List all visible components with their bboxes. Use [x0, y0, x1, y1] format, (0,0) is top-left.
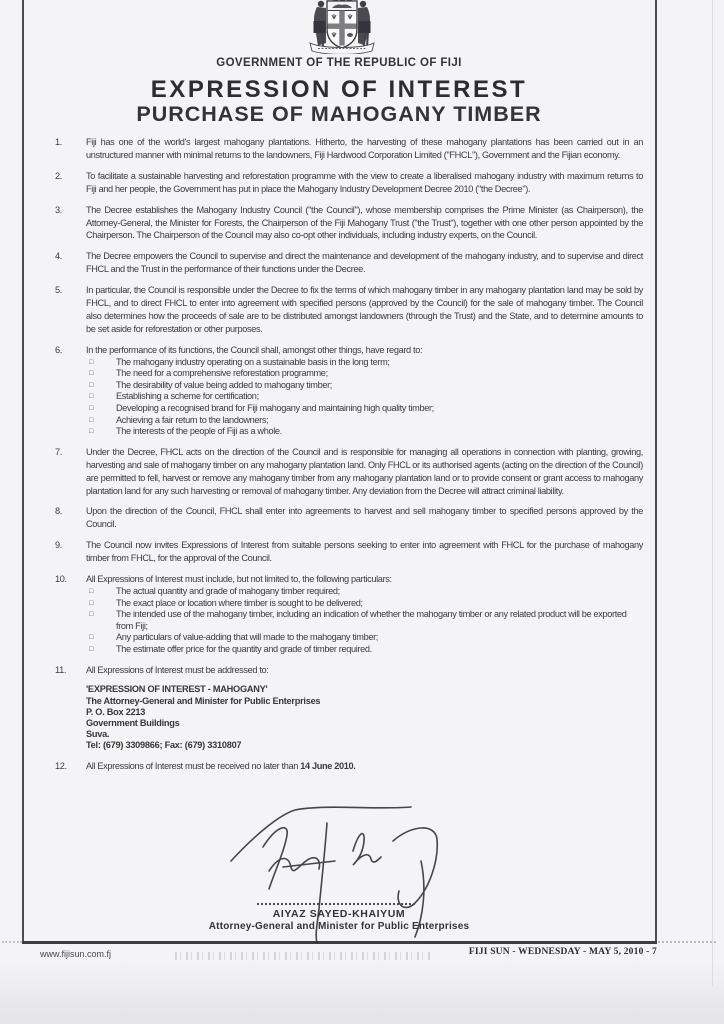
paragraph-text: All Expressions of Interest must be addressed to: [86, 664, 269, 675]
paragraph-text: The Decree establishes the Mahogany Industry Council ("the Council"), whose membership comprises the Prime Minister (as Chairperson), the Attorney-General, the Minister for Forests, the Chairperson of the Fiji Mahogany Trust ("the Trust"), together with one other person appointed by the Chairperson. The Chairperson of the Council may also co-opt other individuals, including industry experts, on the Council. [86, 204, 643, 241]
notice-title: EXPRESSION OF INTEREST [150, 76, 528, 103]
square-bullet-icon: □ [89, 405, 93, 413]
paragraph-number: 5. [55, 285, 62, 296]
bullet-item: □ The interests of the people of Fiji as a whole. [86, 426, 643, 438]
paragraph-text: Fiji has one of the world's largest mahogany plantations. Hitherto, the harvesting of these mahogany plantations has been carried out in an unstructured manner with minimal returns to the landowners, Fiji Hardwood Corporation Limited ("FHCL"), Government and the Fijian economy. [86, 137, 643, 160]
paragraph-text: The Council now invites Expressions of Interest from suitable persons seeking to enter into agreement with FHCL for the purchase of mahogany timber from FHCL, for the approval of the Council. [86, 540, 643, 564]
paragraph-text: Under the Decree, FHCL acts on the direction of the Council and is responsible for managing all operations in connection with planting, growing, harvesting and sale of mahogany timber on any mahogany plantation land. Only FHCL or its authorised agents (acting on the direction of the Council) are permitted to fell, harvest or remove any mahogany timber from any mahogany plantation land or to provide consent or grant access to mahogany plantation land for any such harvesting or removal of mahogany timber. Any deviation from the Decree will attract criminal liability. [86, 446, 643, 496]
footer-smudge-print [175, 952, 430, 960]
bullet-item: □ The exact place or location where timber is sought to be delivered; [86, 598, 643, 610]
paragraph-4 [55, 250, 643, 276]
square-bullet-icon: □ [89, 381, 93, 389]
paragraph-3 [55, 204, 643, 243]
fiji-coat-of-arms-icon [281, 0, 403, 59]
bullet-item: □ The intended use of the mahogany timber, including an indication of whether the mahogany timber or any related product will be exported from Fiji; [86, 609, 643, 632]
page-border-left [22, 0, 24, 942]
paragraph-text: The Decree empowers the Council to supervise and direct the maintenance and development of the mahogany industry, and to supervise and direct FHCL and the Trust in the performance of their functions under the Decree. [86, 251, 643, 275]
notice-body [55, 136, 643, 781]
bullet-item: □ Establishing a scheme for certification; [86, 391, 643, 403]
paragraph-text: To facilitate a sustainable harvesting and reforestation programme with the view to create a liberalised mahogany industry with maximum returns to Fiji and her people, the Government has put in place the Mahogany Industry Development Decree 2010 ("the Decree"). [86, 170, 643, 194]
footer-url: www.fijisun.com.fj [40, 949, 112, 959]
bullet-item: □ Developing a recognised brand for Fiji mahogany and maintaining high quality timber; [86, 403, 643, 415]
deadline-date: 14 June 2010. [300, 760, 356, 771]
paragraph-number: 10. [55, 574, 67, 585]
square-bullet-icon: □ [89, 428, 93, 436]
paragraph-8 [55, 505, 643, 531]
address-line: Tel: (679) 3309866; Fax: (679) 3310807 [86, 740, 242, 751]
footer-rule-dotted-right [658, 941, 716, 943]
paragraph-number: 2. [55, 170, 62, 181]
paragraph-intro: All Expressions of Interest must include, but not limited to, the following particulars: [86, 574, 392, 585]
signatory-title: Attorney-General and Minister for Public Enterprises [208, 921, 470, 932]
paragraph-intro: In the performance of its functions, the Council shall, amongst other things, have regard to: [86, 344, 423, 355]
bullet-item: □ Any particulars of value-adding that will made to the mahogany timber; [86, 632, 643, 644]
paragraph-number: 7. [55, 446, 62, 457]
square-bullet-icon: □ [89, 634, 93, 642]
paragraph-number: 6. [55, 344, 62, 355]
address-line: Suva. [86, 729, 110, 740]
bullet-item: □ Achieving a fair return to the landowners; [86, 415, 643, 427]
bullet-item: □ The mahogany industry operating on a sustainable basis in the long term; [86, 357, 643, 369]
square-bullet-icon: □ [89, 370, 93, 378]
page-border-right [655, 0, 657, 942]
signature-rule [257, 903, 415, 905]
paragraph-9 [55, 539, 643, 565]
paragraph-number: 4. [55, 251, 62, 262]
paragraph-10 [55, 573, 643, 655]
notice-subtitle: PURCHASE OF MAHOGANY TIMBER [136, 102, 542, 126]
scan-edge-line [712, 0, 713, 986]
bullet-item: □ The actual quantity and grade of mahogany timber required; [86, 586, 643, 598]
square-bullet-icon: □ [89, 393, 93, 401]
government-line: GOVERNMENT OF THE REPUBLIC OF FIJI [216, 57, 462, 69]
bullet-item: □ The desirability of value being added to mahogany timber; [86, 380, 643, 392]
paragraph-number: 12. [55, 760, 67, 771]
paragraph-text: All Expressions of Interest must be received no later than [86, 760, 301, 771]
paragraph-number: 3. [55, 204, 62, 215]
paragraph-number: 8. [55, 506, 62, 517]
footer-rule-dotted-left [2, 941, 22, 943]
square-bullet-icon: □ [89, 645, 93, 653]
paragraph-6 [55, 344, 643, 438]
footer-masthead: FIJI SUN - WEDNESDAY - MAY 5, 2010 - 7 [468, 947, 657, 957]
square-bullet-icon: □ [89, 588, 93, 595]
paragraph-5 [55, 284, 643, 336]
paragraph-7 [55, 446, 643, 498]
paragraph-number: 11. [55, 664, 67, 675]
square-bullet-icon: □ [89, 611, 93, 619]
signatory-name: AIYAZ SAYED-KHAIYUM [272, 908, 406, 920]
address-block [55, 684, 643, 751]
address-line: The Attorney-General and Minister for Public Enterprises [86, 695, 321, 706]
paragraph-text: Upon the direction of the Council, FHCL shall enter into agreements to harvest and sell mahogany timber to specified persons approved by the Council. [86, 506, 643, 530]
square-bullet-icon: □ [89, 599, 93, 607]
paragraph-1 [55, 136, 643, 162]
square-bullet-icon: □ [89, 416, 93, 424]
paragraph-11 [55, 664, 643, 677]
bullet-item: □ The estimate offer price for the quantity and grade of timber required. [86, 644, 643, 656]
address-line: P. O. Box 2213 [86, 706, 146, 717]
square-bullet-icon: □ [89, 358, 93, 366]
paragraph-12 [55, 760, 643, 773]
paragraph-number: 1. [55, 137, 62, 147]
bullet-item: □ The need for a comprehensive reforestation programme; [86, 368, 643, 380]
address-line: Government Buildings [86, 718, 180, 729]
paragraph-number: 9. [55, 540, 62, 551]
address-line: 'EXPRESSION OF INTEREST - MAHOGANY' [86, 684, 268, 695]
page-border-bottom [22, 941, 657, 944]
paragraph-2 [55, 170, 643, 196]
paragraph-text: In particular, the Council is responsible under the Decree to fix the terms of which mahogany timber in any mahogany plantation land may be sold by FHCL, and to direct FHCL to enter into agreement with specified persons (approved by the Council) for the sale of mahogany timber. The Council also determines how the proceeds of sale are to be distributed amongst landowners (through the Trust) and the State, and to determine amounts to be set aside for reforestation or other purposes. [86, 285, 643, 334]
